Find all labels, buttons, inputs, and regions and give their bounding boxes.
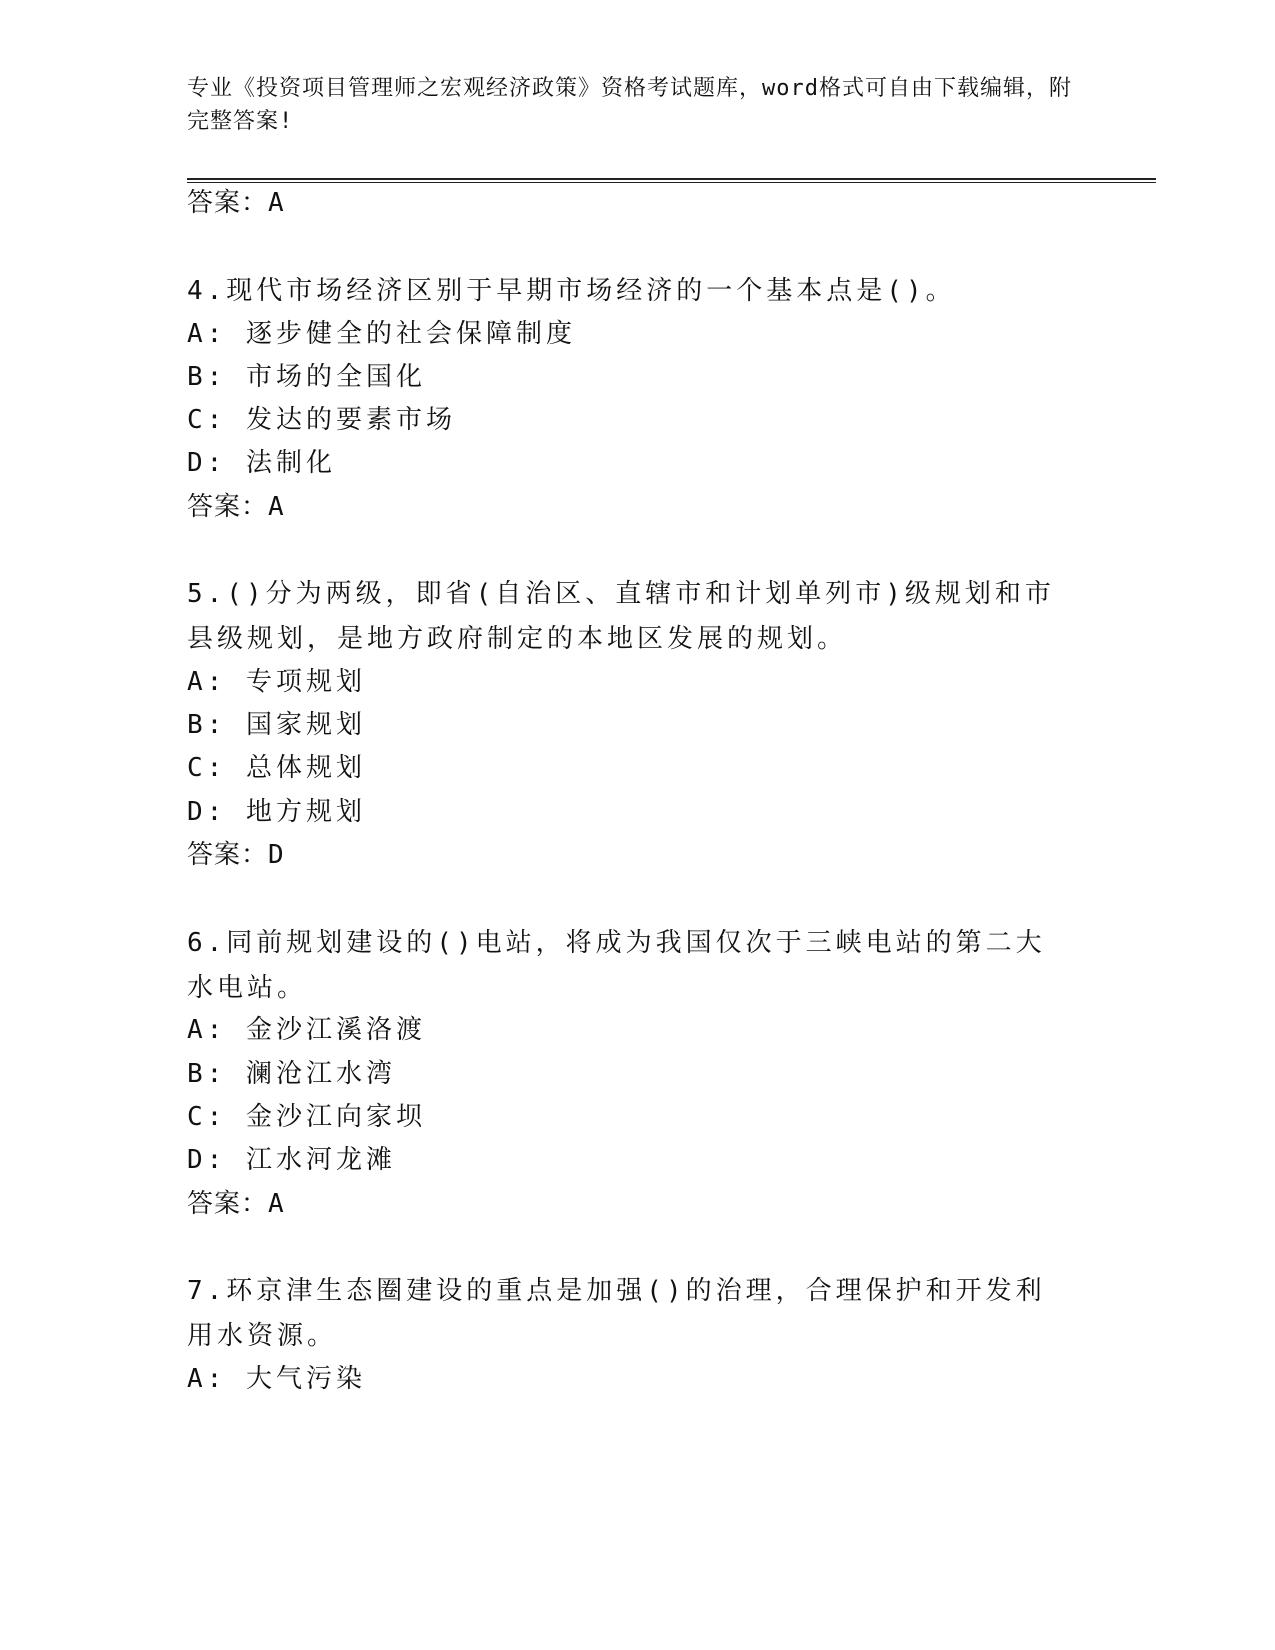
option-d: D: 地方规划 — [187, 797, 366, 827]
question-stem: 5.()分为两级，即省(自治区、直辖市和计划单列市)级规划和市县级规划，是地方政府制定的本地区发展的规划。 — [187, 579, 1055, 654]
answer-value: D — [268, 840, 285, 870]
answer-label: 答案： — [187, 188, 269, 218]
answer-line — [187, 490, 285, 524]
option-a: A: 逐步健全的社会保障制度 — [187, 319, 576, 349]
answer-value: A — [268, 188, 285, 218]
option-b: B: 市场的全国化 — [187, 362, 426, 392]
option-b: B: 澜沧江水湾 — [187, 1059, 396, 1089]
answer-label: 答案： — [187, 1189, 269, 1219]
answer-value: A — [268, 492, 285, 522]
option-b: B: 国家规划 — [187, 710, 366, 740]
header-divider — [187, 178, 1156, 183]
answer-line — [187, 838, 285, 872]
question-stem: 6.同前规划建设的()电站，将成为我国仅次于三峡电站的第二大水电站。 — [187, 928, 1046, 1003]
option-d: D: 法制化 — [187, 448, 336, 478]
option-a: A: 金沙江溪洛渡 — [187, 1015, 426, 1045]
option-c: C: 发达的要素市场 — [187, 405, 456, 435]
answer-label: 答案： — [187, 492, 269, 522]
question-stem: 4.现代市场经济区别于早期市场经济的一个基本点是()。 — [187, 276, 956, 306]
answer-line — [187, 1187, 285, 1221]
option-a: A: 大气污染 — [187, 1364, 366, 1394]
option-c: C: 总体规划 — [187, 753, 366, 783]
answer-value: A — [268, 1189, 285, 1219]
option-d: D: 江水河龙滩 — [187, 1145, 396, 1175]
question-stem: 7.环京津生态圈建设的重点是加强()的治理，合理保护和开发利用水资源。 — [187, 1276, 1046, 1351]
option-a: A: 专项规划 — [187, 667, 366, 697]
option-c: C: 金沙江向家坝 — [187, 1102, 426, 1132]
answer-line — [187, 186, 285, 220]
answer-label: 答案： — [187, 840, 269, 870]
page-header: 专业《投资项目管理师之宏观经济政策》资格考试题库，word格式可自由下载编辑，附完整答案! — [187, 76, 1072, 134]
